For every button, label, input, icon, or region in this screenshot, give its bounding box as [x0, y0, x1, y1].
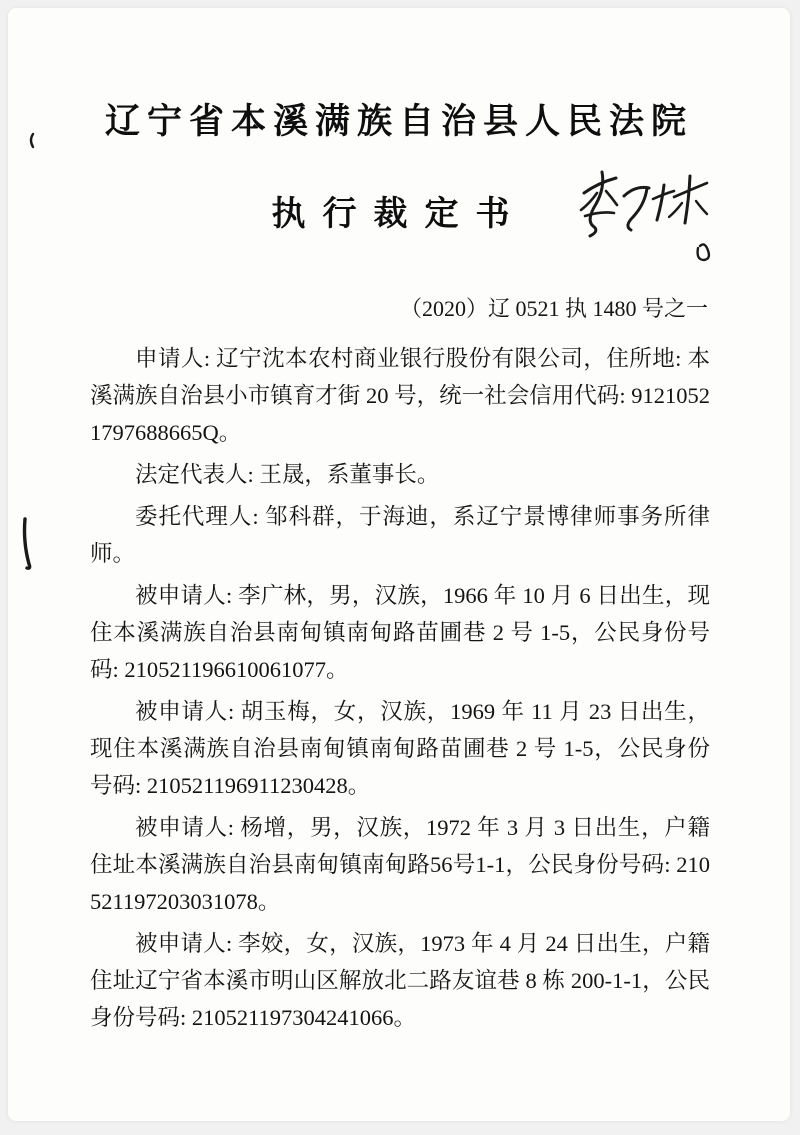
paragraph-1: 申请人: 辽宁沈本农村商业银行股份有限公司，住所地: 本溪满族自治县小市镇育才街 20 号，统一社会信用代码: 91210521797688665Q。 — [90, 346, 710, 445]
paragraph-7: 被申请人: 李姣，女，汉族，1973 年 4 月 24 日出生，户籍住址辽宁省本溪市明山区解放北二路友谊巷 8 栋 200-1-1，公民身份号码: 210521197304241066。 — [90, 931, 710, 1030]
paragraph-5: 被申请人: 胡玉梅，女，汉族，1969 年 11 月 23 日出生，现住本溪满族自治县南甸镇南甸路苗圃巷 2 号 1-5，公民身份号码: 210521196911230428。 — [90, 699, 710, 798]
document-page — [8, 8, 790, 1121]
paragraph-4: 被申请人: 李广林，男，汉族，1966 年 10 月 6 日出生，现住本溪满族自治县南甸镇南甸路苗圃巷 2 号 1-5，公民身份号码: 210521196610061077。 — [90, 583, 710, 682]
paragraph-6: 被申请人: 杨增，男，汉族，1972 年 3 月 3 日出生，户籍住址本溪满族自治县南甸镇南甸路56号1-1，公民身份号码: 210521197203031078。 — [90, 815, 710, 914]
scan-artifact-pen-stroke — [20, 516, 36, 574]
paragraph-2: 法定代表人: 王晟，系董事长。 — [135, 462, 440, 487]
document-title: 执行裁定书 — [271, 196, 527, 233]
paragraph-3: 委托代理人: 邹科群，于海迪，系辽宁景博律师事务所律师。 — [90, 504, 710, 566]
document-body — [8, 340, 790, 1036]
case-number: （2020）辽 0521 执 1480 号之一 — [399, 296, 708, 321]
court-name: 辽宁省本溪满族自治县人民法院 — [104, 102, 693, 141]
scan-artifact-paren-mark — [22, 128, 42, 154]
